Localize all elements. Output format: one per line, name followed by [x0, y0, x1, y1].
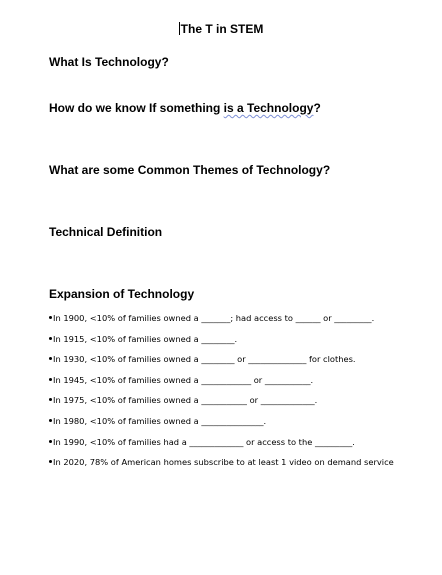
bullet-item[interactable] — [49, 392, 429, 413]
bullet-item[interactable] — [49, 454, 429, 475]
bullet-dot-icon — [49, 419, 52, 422]
grammar-flagged-text[interactable]: is a Technology — [223, 101, 314, 115]
bullet-text: In 1915, <10% of families owned a ________. — [53, 333, 238, 344]
bullet-dot-icon — [49, 460, 52, 463]
document-title-line — [0, 22, 442, 36]
bullet-item[interactable] — [49, 413, 429, 434]
heading-expansion-of-technology[interactable]: Expansion of Technology — [49, 287, 195, 301]
bullet-dot-icon — [49, 378, 52, 381]
heading-how-know-prefix: How do we know If something — [49, 101, 224, 115]
bullet-item[interactable] — [49, 351, 429, 372]
bullet-text: In 1990, <10% of families had a _____________ or access to the _________. — [53, 436, 355, 447]
expansion-bullet-list — [49, 310, 429, 475]
bullet-text: In 1945, <10% of families owned a ____________ or ___________. — [53, 374, 314, 385]
bullet-item[interactable] — [49, 310, 429, 331]
bullet-dot-icon — [49, 337, 52, 340]
bullet-text: In 1975, <10% of families owned a ___________ or _____________. — [53, 395, 318, 406]
bullet-text: In 2020, 78% of American homes subscribe to at least 1 video on demand service — [53, 457, 394, 468]
heading-how-do-we-know[interactable] — [49, 101, 321, 115]
bullet-dot-icon — [49, 357, 52, 360]
text-cursor — [179, 22, 180, 35]
bullet-dot-icon — [49, 440, 52, 443]
document-title[interactable]: The T in STEM — [180, 22, 264, 36]
heading-technical-definition[interactable]: Technical Definition — [49, 225, 163, 239]
bullet-item[interactable] — [49, 331, 429, 352]
heading-what-is-technology[interactable]: What Is Technology? — [49, 55, 169, 69]
bullet-text: In 1930, <10% of families owned a ________ or ______________ for clothes. — [53, 354, 356, 365]
heading-common-themes[interactable]: What are some Common Themes of Technology? — [49, 163, 331, 177]
bullet-dot-icon — [49, 316, 52, 319]
bullet-text: In 1900, <10% of families owned a _______; had access to ______ or _________. — [53, 313, 375, 323]
heading-how-know-suffix: ? — [313, 101, 321, 115]
bullet-dot-icon — [49, 398, 52, 401]
bullet-item[interactable] — [49, 434, 429, 455]
bullet-item[interactable] — [49, 372, 429, 393]
bullet-text: In 1980, <10% of families owned a _______________. — [53, 415, 267, 426]
